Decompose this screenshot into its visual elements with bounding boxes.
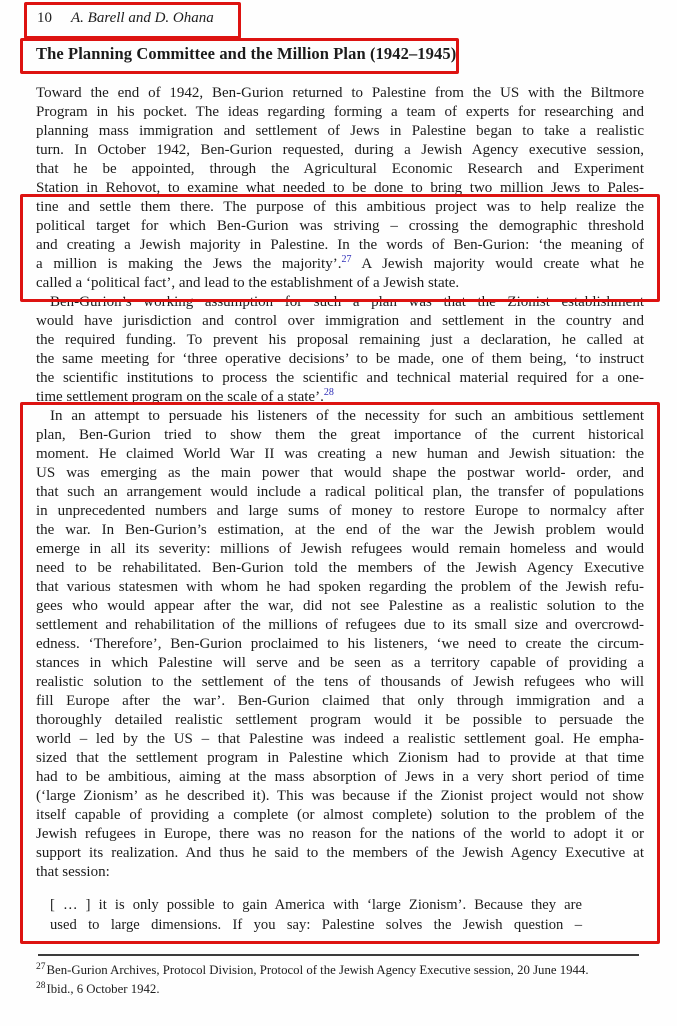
page-number: 10 bbox=[37, 10, 52, 26]
paragraph-3-line: itself capable of providing a complete (or almost complete) solution to the problem of the bbox=[36, 807, 644, 823]
footnote-27: $^{27}$Ben-Gurion Archives, Protocol Division, Protocol of the Jewish Agency Executive session, 20 June 1944. bbox=[36, 961, 589, 977]
paragraph-3-line: the war. In Ben-Gurion’s estimation, at the end of the war the Jewish problem would bbox=[36, 522, 644, 538]
paragraph-3-line: settlement and rehabilitation of the millions of refugees due to its small size and overcrowd- bbox=[36, 617, 644, 633]
paragraph-3-line: world – led by the US – that Palestine was indeed a realistic settlement goal. He empha- bbox=[36, 731, 644, 747]
blockquote-line: [ … ] it is only possible to gain America with ‘large Zionism’. Because they are bbox=[50, 897, 582, 913]
paragraph-3-line: fill Europe after the war’. Ben-Gurion claimed that only through immigration and a bbox=[36, 693, 644, 709]
paragraph-2-line: would have jurisdiction and control over immigration and settlement in the country and bbox=[36, 313, 644, 329]
paragraph-1-line: planning mass immigration and settlement of Jews in Palestine began to take a realistic bbox=[36, 123, 644, 139]
paragraph-3-line: plan, Ben-Gurion tried to show them the great importance of the current historical bbox=[36, 427, 644, 443]
paragraph-3-line: moment. He claimed World War II was creating a new human and Jewish situation: the bbox=[36, 446, 644, 462]
paragraph-1-line: tine and settle them there. The purpose of this ambitious project was to help realize the bbox=[36, 199, 644, 215]
paragraph-3-line: in unprecedented numbers and large sums of money to restore Europe to normalcy after bbox=[36, 503, 644, 519]
article-body bbox=[36, 84, 644, 935]
paragraph-3-line: support its realization. And thus he said to the members of the Jewish Agency Executive at bbox=[36, 845, 644, 861]
footnote-28: $^{28}$Ibid., 6 October 1942. bbox=[36, 980, 160, 996]
footnote-ref-27[interactable]: 27 bbox=[341, 254, 352, 265]
footnote-marker-28: 28 bbox=[36, 980, 46, 991]
paragraph-3-line: had to be ambitious, aiming at the mass absorption of Jews in a very short period of time bbox=[36, 769, 644, 785]
paragraph-3-line: US was emerging as the main power that would shape the postwar world- order, and bbox=[36, 465, 644, 481]
paragraph-3-line: gees who would appear after the war, did not see Palestine as a realistic solution to the bbox=[36, 598, 644, 614]
paragraph-3-line: emerge in all its severity: millions of Jewish refugees would remain homeless and would bbox=[36, 541, 644, 557]
paragraph-2-line: the same meeting for ‘three operative decisions’ to be made, one of them being, ‘to instruct bbox=[36, 351, 644, 367]
footnote-marker-27: 27 bbox=[36, 961, 46, 972]
paragraph-1-line: political target for which Ben-Gurion was striving – crossing the demographic threshold bbox=[36, 218, 644, 234]
blockquote bbox=[50, 896, 582, 935]
paragraph-3-line: Jewish refugees in Europe, there was no reason for the nations of the world to adopt it or bbox=[36, 826, 644, 842]
paragraph-1-line: Toward the end of 1942, Ben-Gurion returned to Palestine from the US with the Biltmore bbox=[36, 85, 644, 101]
paragraph-3-line: stances in which Palestine will serve and be seen as a territory capable of providing a bbox=[36, 655, 644, 671]
paragraph-3-line: edness. ‘Therefore’, Ben-Gurion proclaimed to his listeners, ‘we need to create the circum- bbox=[36, 636, 644, 652]
footnotes bbox=[36, 961, 648, 999]
paragraph-1-line: turn. In October 1942, Ben-Gurion requested, during a Jewish Agency executive session, bbox=[36, 142, 644, 158]
paragraph-3-line: that session: bbox=[36, 864, 110, 880]
blockquote-line: used to large dimensions. If you say: Palestine solves the Jewish question – bbox=[50, 916, 582, 933]
paragraph-1-line: Station in Rehovot, to examine what needed to be done to bring two million Jews to Pales- bbox=[36, 180, 644, 196]
paragraph-1-line: called a ‘political fact’, and lead to the establishment of a Jewish state. bbox=[36, 275, 460, 291]
paragraph-3-line: sized that the settlement program in Palestine which Zionism had to provide at that time bbox=[36, 750, 644, 766]
running-head bbox=[37, 10, 214, 27]
footnote-divider bbox=[38, 954, 639, 956]
paragraph-3-line: thoroughly detailed realistic settlement program would it be possible to persuade the bbox=[36, 712, 644, 728]
paragraph-1-line: Program in his pocket. The ideas regarding forming a team of experts for researching and bbox=[36, 104, 644, 120]
paragraph-3-line: that such an arrangement would include a radical political plan, the transfer of populations bbox=[36, 484, 644, 500]
paragraph-3-line: need to be rehabilitated. Ben-Gurion told the members of the Jewish Agency Executive bbox=[36, 560, 644, 576]
paragraph-1-line: that he be appointed, through the Agricultural Economic Research and Experiment bbox=[36, 161, 644, 177]
running-head-authors: A. Barell and D. Ohana bbox=[71, 10, 214, 26]
paragraph-1-line: and creating a Jewish majority in Palestine. In the words of Ben-Gurion: ‘the meaning of bbox=[36, 237, 644, 253]
paragraph-3-line: In an attempt to persuade his listeners of the necessity for such an ambitious settlement bbox=[50, 408, 644, 424]
paragraph-3-line: that various statesmen with whom he had spoken regarding the problem of the Jewish refu- bbox=[36, 579, 644, 595]
paragraph-3-line: (‘large Zionism’ as he described it). This was because if the Zionist project would not show bbox=[36, 788, 644, 804]
paragraph-2-line: Ben-Gurion’s working assumption for such a plan was that the Zionist establishment bbox=[50, 294, 644, 310]
paragraph-1-line: a million is making the Jews the majority’.$^{27}$ A Jewish majority would create what he bbox=[36, 254, 644, 272]
section-heading: The Planning Committee and the Million Plan (1942–1945) bbox=[36, 44, 457, 63]
footnote-ref-28[interactable]: 28 bbox=[323, 387, 334, 398]
paragraph-2-line: time settlement program on the scale of a state’.$^{28}$ bbox=[36, 387, 334, 405]
paragraph-2-line: the required funding. To prevent his proposal remaining just a declaration, he called at bbox=[36, 332, 644, 348]
paragraph-3-line: realistic solution to the settlement of the tens of thousands of Jewish refugees who will bbox=[36, 674, 644, 690]
paragraph-2-line: the scientific institutions to process the scientific and technical material required for a one- bbox=[36, 370, 644, 386]
